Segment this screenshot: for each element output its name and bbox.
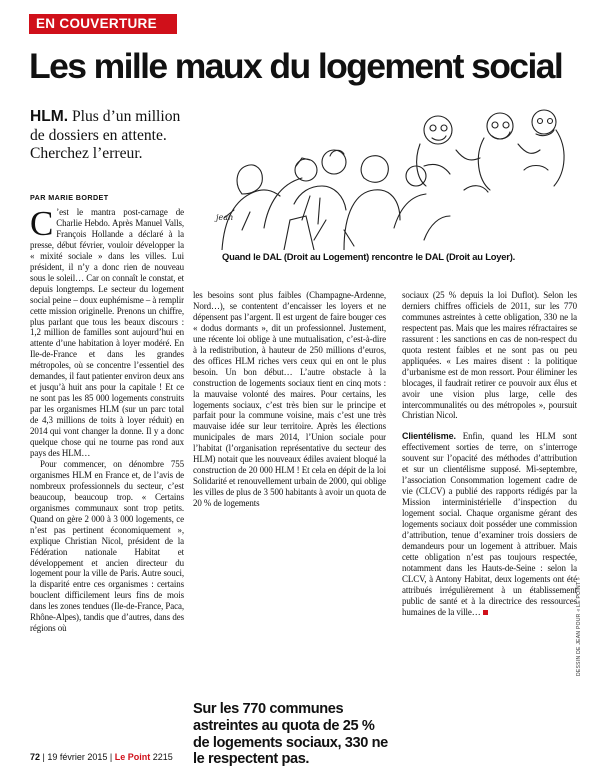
drop-cap: C xyxy=(30,207,54,243)
protesters-drawing xyxy=(222,150,450,250)
column-3-text-2: Enfin, quand les HLM sont effectivement sorties de terre, on s’interroge souvent sur l’opacité des méthodes d’attribution et sur un clientélisme supposé. Mi-septembre, l’association Consommation logement cadre de vie (CLCV) a publié des rapports rédigés par la Mission interministérielle d’inspection du logement social. Chaque organisme gérant des logements sociaux doit posséder une commission d’attribution, tenue d’examiner trois dossiers de demandeurs pour un logement à attribuer. Mais cette obligation n’est pas toujours respectée, notamment dans les Hauts-de-Seine : selon la CLCV, à Antony Habitat, deux logements ont été attribués irrégulièrement à un établissement public de santé et à la directrice des ressources humaines de la ville… xyxy=(402,431,577,617)
issue-number: 2215 xyxy=(150,752,173,762)
pull-quote: Sur les 770 communes astreintes au quota de 25 % de logements sociaux, 330 ne le respectent pas. xyxy=(193,701,388,768)
issue-date: | 19 février 2015 | xyxy=(40,752,115,762)
illustration-credit: DESSIN DE JEAN POUR « LE POINT » xyxy=(576,577,582,676)
deck-text: Plus d’un million de dossiers en attente. Cherchez l’erreur. xyxy=(30,108,181,162)
article-column-3 xyxy=(402,290,577,746)
cartoon-illustration xyxy=(194,100,581,250)
column-3-paragraph-1: sociaux (25 % depuis la loi Duflot). Selon les derniers chiffres officiels de 2011, sur les 770 communes astreintes à cette obligation, 330 ne la respectent pas. Mais que les maires réfractaires se rassurent : les sanctions en cas de non-respect du quota restent faibles et ne sont pas ou peu appliquées. « Les maires disent : la politique d’urbanisme est de mon ressort. Pour éliminer les blocages, il faudrait retirer ce pouvoir aux élus et avoir une vision plus large, celle des intercommunalités ou des métropoles », poursuit Christian Nicol. xyxy=(402,290,577,421)
subhead-clientelisme: Clientélisme. xyxy=(402,431,456,442)
illustration-signature: jean xyxy=(216,213,234,222)
landlords-drawing xyxy=(417,110,564,192)
column-1-text-1: ’est le mantra post-carnage de Charlie Hebdo. Après Manuel Valls, François Hollande a déclaré à la presse, début février, vouloir développer la « mixité sociale » dans les villes. Lui président, il n’y a donc rien de nouveau sous le soleil… Car on connaît le constat, et depuis longtemps. Le secteur du logement social peine – doux euphémisme – à remplir cette mission originelle. Prenons un chiffre, plus parlant que tous les beaux discours : 1,2 million de familles sont aujourd’hui en attente d’une habitation à loyer modéré. En Ile-de-France et dans les grandes métropoles, où se concentre l’essentiel des demandes, il faut patienter environ deux ans et jusqu’à huit ans pour la capitale ! Et ce ne sont pas les 85 000 logements construits par les organismes HLM (sur un parc total de 4,3 millions de toits à loyer réduit) en 2014 qui vont changer la donne. Il y a donc quelque chose qui ne tourne pas rond aux pays des HLM… xyxy=(30,207,184,458)
illustration-caption: Quand le DAL (Droit au Logement) rencontre le DAL (Droit au Loyer). xyxy=(222,251,516,262)
page-number: 72 xyxy=(30,752,41,762)
article-headline: Les mille maux du logement social xyxy=(29,46,563,86)
section-rubric: EN COUVERTURE xyxy=(29,14,177,34)
page-footer xyxy=(30,752,173,762)
end-mark-icon xyxy=(483,610,488,615)
article-deck xyxy=(30,108,190,164)
column-1-paragraph-2: Pour commencer, on dénombre 755 organismes HLM en France et, de l’avis de nombreux professionnels du secteur, c’est beaucoup, beaucoup trop. « Certains organismes communaux sont trop petits. Quand on gère 2 000 à 3 000 logements, ce n’est pas pertinent économiquement », explique Christian Nicol, président de la Fédération nationale Habitat et développement et ancien directeur du logement pour la ville de Paris. Autre souci, la disparité entre ces organismes : certains bouclent difficilement leurs fins de mois dans les zones tendues (Ile-de-France, Paca, Rhône-Alpes), tandis que d’autres, dans des régions où xyxy=(30,458,184,634)
column-2-paragraph-1: les besoins sont plus faibles (Champagne-Ardenne, Nord…), se contentent d’encaisser les loyers et ne dépensent pas l’argent. Il est urgent de faire bouger ces « dodus dormants », dit un professionnel. Justement, une récente loi oblige à une mutualisation, c’est-à-dire à la redistribution, à hauteur de 250 millions d’euros, des offices HLM riches vers ceux qui en ont le plus besoin. Un bon début… L’autre obstacle à la construction de logements sociaux tient en cinq mots : la mauvaise volonté des maires. Pour certains, les logements sociaux, c’est très bien sur le principe et parfait pour la commune voisine, mais c’est une très mauvaise idée sur leur territoire. Après les élections municipales de mars 2014, l’Union sociale pour l’habitat (l’organisation représentative du secteur des HLM) notait que les nouveaux édiles avaient bloqué la construction de 20 000 HLM ! Et cela en dépit de la loi Solidarité et renouvellement urbain de 2000, qui oblige les villes de plus de 3 500 habitants à avoir un quota de 20 % de logements xyxy=(193,290,386,509)
deck-keyword: HLM. xyxy=(30,108,69,125)
byline: PAR MARIE BORDET xyxy=(30,193,109,202)
column-3-paragraph-2 xyxy=(402,431,577,617)
column-1-paragraph-1 xyxy=(30,207,184,459)
article-column-1 xyxy=(30,207,184,715)
magazine-name: Le Point xyxy=(114,752,151,762)
article-column-2 xyxy=(193,290,386,696)
